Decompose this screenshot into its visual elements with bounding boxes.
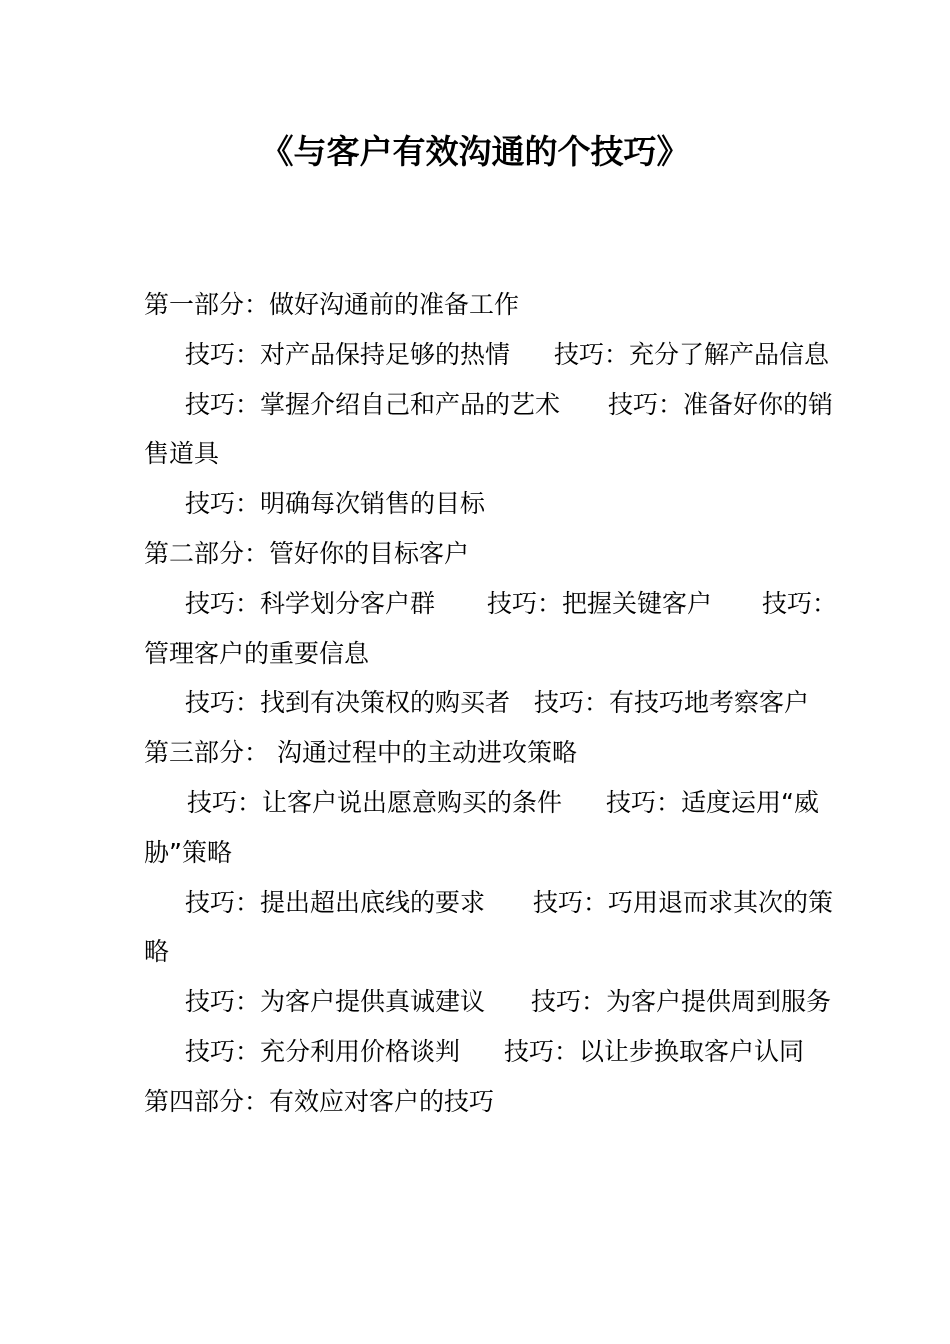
tip-item: 技巧：为客户提供真诚建议 — [185, 987, 486, 1017]
tip-row — [144, 878, 844, 978]
tip-item: 技巧：对产品保持足够的热情 — [185, 339, 511, 369]
tip-row — [144, 579, 844, 679]
section-heading-2: 第二部分：管好你的目标客户 — [144, 538, 470, 568]
tip-item: 技巧：提出超出底线的要求 — [185, 887, 486, 917]
tip-row — [144, 330, 844, 380]
tip-item: 技巧：为客户提供周到服务 — [531, 987, 832, 1017]
tip-row — [144, 678, 844, 728]
tip-item: 技巧：充分了解产品信息 — [554, 339, 830, 369]
tip-item: 技巧：以让步换取客户认同 — [504, 1036, 805, 1066]
tip-item: 技巧：有技巧地考察客户 — [534, 688, 810, 718]
tip-row — [144, 1027, 844, 1077]
tip-item: 技巧：找到有决策权的购买者 — [185, 688, 511, 718]
section-heading-1: 第一部分：做好沟通前的准备工作 — [144, 290, 520, 319]
tip-item: 技巧：把握关键客户 — [487, 588, 713, 618]
tip-item: 技巧：明确每次销售的目标 — [185, 489, 486, 519]
tip-item: 技巧：巧用退而求其次的策略 — [144, 887, 834, 967]
tip-item: 技巧：适度运用“威胁”策略 — [144, 787, 819, 867]
tip-item: 技巧：科学划分客户群 — [185, 588, 436, 618]
section-heading-4: 第四部分：有效应对客户的技巧 — [144, 1086, 495, 1116]
tip-row — [144, 380, 844, 480]
tip-row — [144, 977, 844, 1027]
document-title: 《与客户有效沟通的个技巧》 — [260, 132, 690, 171]
document-body — [144, 280, 844, 1127]
section-heading-3: 第三部分： 沟通过程中的主动进攻策略 — [144, 738, 577, 768]
tip-item: 技巧：掌握介绍自己和产品的艺术 — [185, 389, 561, 419]
tip-item: 技巧：让客户说出愿意购买的条件 — [187, 787, 563, 817]
tip-item: 技巧：管理客户的重要信息 — [144, 588, 838, 668]
tip-row — [144, 778, 844, 878]
tip-row — [144, 479, 844, 529]
tip-item: 技巧：准备好你的销售道具 — [144, 389, 834, 469]
tip-item: 技巧：充分利用价格谈判 — [185, 1036, 461, 1066]
